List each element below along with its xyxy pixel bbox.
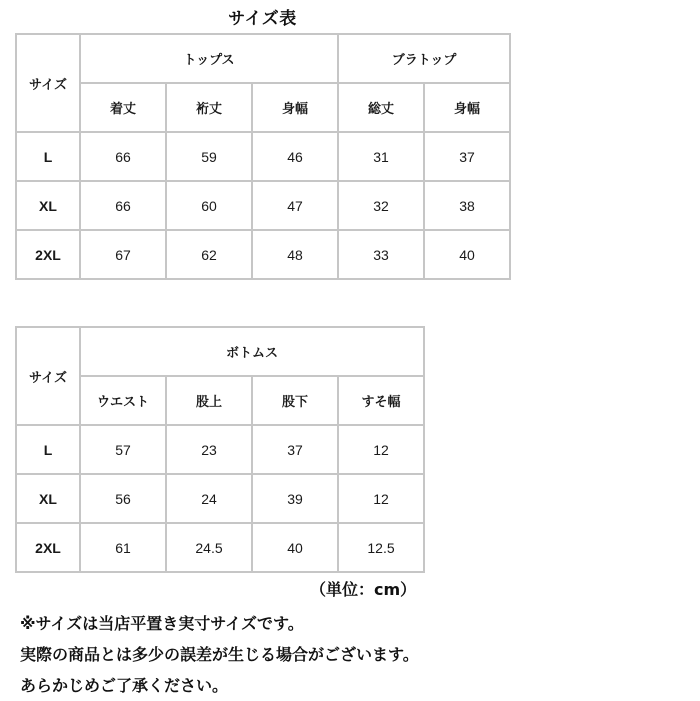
size-label: 2XL — [16, 523, 80, 572]
table-cell: 57 — [80, 425, 166, 474]
table-cell: 66 — [80, 132, 166, 181]
table-cell: 61 — [80, 523, 166, 572]
size-label: XL — [16, 181, 80, 230]
column-header: 身幅 — [424, 83, 510, 132]
page-title: サイズ表 — [228, 9, 297, 29]
table-cell: 46 — [252, 132, 338, 181]
table-row — [16, 181, 510, 230]
table-row — [16, 425, 424, 474]
table-cell: 12.5 — [338, 523, 424, 572]
table-cell: 59 — [166, 132, 252, 181]
size-label: L — [16, 425, 80, 474]
table-cell: 56 — [80, 474, 166, 523]
table-cell: 37 — [424, 132, 510, 181]
note-line: ※サイズは当店平置き実寸サイズです。 — [20, 614, 304, 633]
note-line: 実際の商品とは多少の誤差が生じる場合がございます。 — [20, 645, 419, 664]
size-label: L — [16, 132, 80, 181]
table-cell: 48 — [252, 230, 338, 279]
table-cell: 12 — [338, 425, 424, 474]
note-line: あらかじめご了承ください。 — [20, 676, 229, 695]
table-cell: 37 — [252, 425, 338, 474]
table-header-row — [16, 327, 424, 376]
table-cell: 67 — [80, 230, 166, 279]
table-row — [16, 523, 424, 572]
column-header: 股下 — [252, 376, 338, 425]
table-cell: 60 — [166, 181, 252, 230]
table-cell: 39 — [252, 474, 338, 523]
column-header: ウエスト — [80, 376, 166, 425]
column-header: 着丈 — [80, 83, 166, 132]
size-header: サイズ — [16, 327, 80, 425]
table-cell: 12 — [338, 474, 424, 523]
table-cell: 24 — [166, 474, 252, 523]
table-row — [16, 132, 510, 181]
column-header: 裄丈 — [166, 83, 252, 132]
table-cell: 24.5 — [166, 523, 252, 572]
table-cell: 23 — [166, 425, 252, 474]
column-header: 総丈 — [338, 83, 424, 132]
table-cell: 47 — [252, 181, 338, 230]
bottoms-group-header: ボトムス — [80, 327, 424, 376]
table-cell: 62 — [166, 230, 252, 279]
column-header: 股上 — [166, 376, 252, 425]
table-cell: 31 — [338, 132, 424, 181]
size-label: XL — [16, 474, 80, 523]
table-cell: 40 — [424, 230, 510, 279]
notes-block — [20, 608, 419, 701]
size-label: 2XL — [16, 230, 80, 279]
bottoms-size-table — [15, 326, 425, 573]
tops-size-table — [15, 33, 511, 280]
size-header: サイズ — [16, 34, 80, 132]
table-cell: 40 — [252, 523, 338, 572]
table-subheader-row — [16, 83, 510, 132]
tops-group-header: トップス — [80, 34, 338, 83]
unit-note: （単位：cm） — [310, 580, 417, 599]
column-header: すそ幅 — [338, 376, 424, 425]
table-header-row — [16, 34, 510, 83]
table-cell: 38 — [424, 181, 510, 230]
table-cell: 32 — [338, 181, 424, 230]
table-cell: 66 — [80, 181, 166, 230]
column-header: 身幅 — [252, 83, 338, 132]
table-row — [16, 474, 424, 523]
table-cell: 33 — [338, 230, 424, 279]
bratop-group-header: ブラトップ — [338, 34, 510, 83]
table-row — [16, 230, 510, 279]
